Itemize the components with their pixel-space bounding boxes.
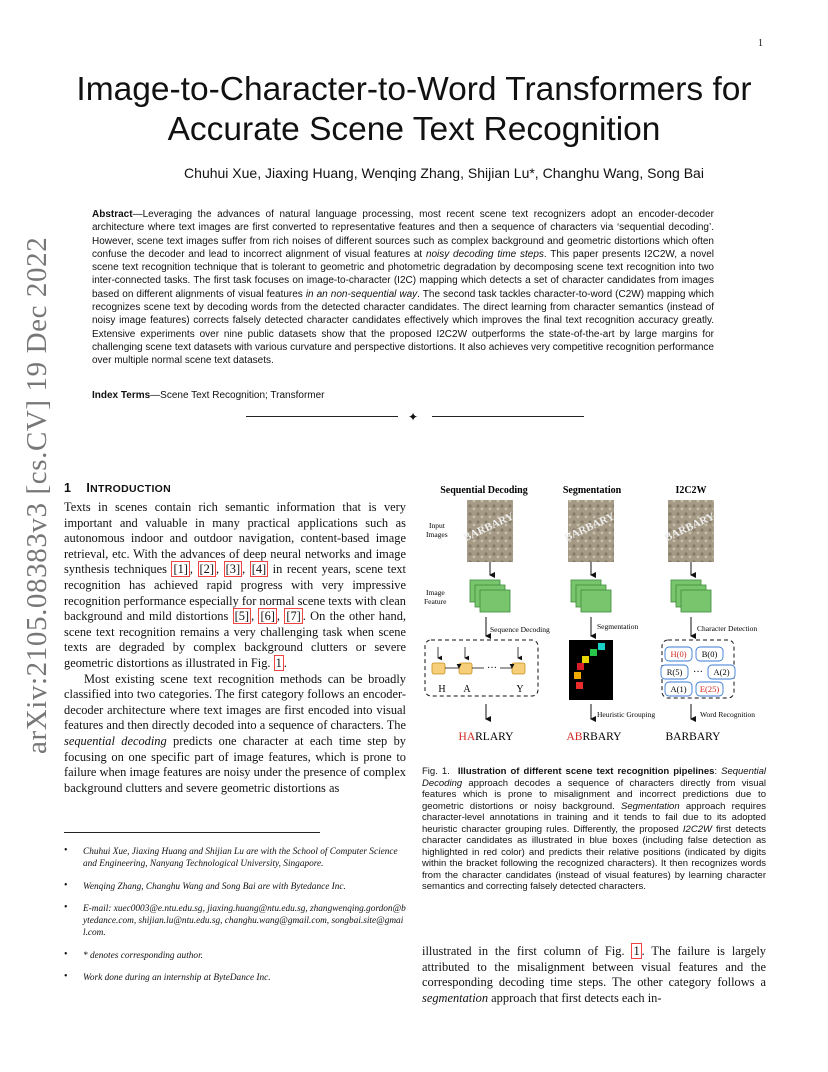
section-title-rest: NTRODUCTION <box>90 483 172 495</box>
decoded-letter: A <box>463 684 471 695</box>
footnote-text: * denotes corresponding author. <box>83 950 203 961</box>
feature-stacks <box>470 580 711 612</box>
citation-link[interactable]: [6] <box>260 609 275 624</box>
text-run: Most existing scene text recognition methods can be broadly classified into two categories. The first category follows an encoder-decoder architecture where text images are first encoded into visual features and then directly decoded into a sequence of characters. The <box>64 671 406 733</box>
figure-1-pipeline-diagram <box>420 480 766 752</box>
wrong-chars: HA <box>458 731 476 743</box>
caption-title: Illustration of different scene text recognition pipelines <box>457 766 715 777</box>
figure-col-title: Sequential Decoding <box>440 485 528 496</box>
feature-label-line-2: Feature <box>424 597 447 606</box>
right-column-text <box>422 944 766 1006</box>
footnotes <box>64 846 406 994</box>
caption-emphasis: Sequential Decoding <box>422 766 767 789</box>
citation-link[interactable]: [4] <box>251 562 267 577</box>
step-label: Sequence Decoding <box>490 625 550 634</box>
feature-label-line-1: Image <box>426 588 445 597</box>
abstract-emphasis: noisy decoding time steps <box>425 248 544 260</box>
caption-label: Fig. 1. <box>422 766 450 777</box>
image-feature-label <box>424 588 447 606</box>
section-title-initial: I <box>86 481 91 495</box>
candidate-label: E(25) <box>699 684 720 694</box>
candidate-label: H(0) <box>670 649 687 659</box>
index-terms-label: Index Terms <box>92 390 151 401</box>
caption-text: first detects character candidates as illustrated in blue boxes (including false detection as highlighted in red color) and predicts their relative positions (indicated by digits within the bracket following the recognized characters). It then recognizes words from the character candidates (instead of visual features) by learning character semantics and correcting falsely detected characters. <box>422 823 766 892</box>
index-terms-text: —Scene Text Recognition; Transformer <box>150 390 325 401</box>
figure-ref-link[interactable]: 1 <box>633 944 640 958</box>
caption-emphasis: Segmentation <box>621 800 680 812</box>
step-label: Character Detection <box>697 624 758 633</box>
input-images-label <box>426 521 448 539</box>
text-run: illustrated in the first column of Fig. <box>422 944 632 958</box>
text-run: . On the other hand, scene text recognition remains a very challenging task when scene texts are degraded by complex background clutters or severe geometric distortions as illustrated in Fig. <box>64 609 406 670</box>
introduction-text <box>64 500 406 796</box>
input-image-word: BARBARY <box>461 510 516 545</box>
decoder-nodes <box>432 663 525 674</box>
step-label: Segmentation <box>597 622 639 631</box>
paragraph <box>64 672 406 797</box>
figure-caption <box>422 766 766 893</box>
text-run: . The failure is largely attributed to the misalignment between visual features and the corresponding decoding time steps. The other category follows a <box>422 944 766 990</box>
bullet-icon: • <box>64 948 68 960</box>
prediction-output <box>459 731 515 743</box>
segmentation-map <box>569 640 613 700</box>
input-label-line-1: Input <box>429 521 445 530</box>
candidate-label: B(0) <box>701 649 718 659</box>
bullet-icon: • <box>64 845 68 856</box>
caption-text: approach decodes a sequence of characters directly from visual features which is prone to misalignment and incorrect predictions due to geometric distortions or noisy background. <box>422 777 766 812</box>
footnote-text: E-mail: xuec0003@e.ntu.edu.sg, jiaxing.huang@ntu.edu.sg, zhangwenqing.gordon@bytedance.com, shijian.lu@ntu.edu.sg, changhu.wang@gmail.com, songbai.site@gmail.com. <box>83 903 406 939</box>
abstract <box>92 208 714 368</box>
paragraph <box>422 944 766 1006</box>
step-label: Word Recognition <box>700 710 756 719</box>
bullet-icon: • <box>64 901 68 913</box>
abstract-emphasis: in an non-sequential way <box>305 288 418 300</box>
candidate-label: R(5) <box>666 667 683 677</box>
index-terms <box>92 390 325 401</box>
text-run: Texts in scenes contain rich semantic information that is very important and valuable in many practical applications such as autonomous indoor and outdoor navigation, content-based image retrieval, etc. With the advances of deep neural networks and image synthesis techniques <box>64 500 406 577</box>
output-chars: RLARY <box>475 731 514 743</box>
text-emphasis: segmentation <box>422 990 489 1005</box>
decoded-letter: H <box>438 684 446 695</box>
footnote <box>64 972 406 984</box>
input-image-thumbnails <box>462 500 717 562</box>
footnote <box>64 881 406 893</box>
section-divider <box>246 407 584 427</box>
abstract-text: . The second task tackles character-to-word (C2W) mapping which recognizes scene text by decoding words from the detected character candidates. The direct learning from character semantics (instead of noisy image features) corrects falsely detected character candidates effectively which improves the final text recognition accuracy greatly. Extensive experiments over nine public datasets show that the proposed I2C2W outperforms the state-of-the-art by large margins for challenging scene text datasets with various curvature and perspective distortions. It also achieves very competitive recognition performance over multiple normal scene text datasets. <box>92 288 714 367</box>
input-label-line-2: Images <box>426 530 448 539</box>
paper-title: Image-to-Character-to-Word Transformers for Accurate Scene Text Recognition <box>76 71 752 148</box>
author-list: Chuhui Xue, Jiaxing Huang, Wenqing Zhang, Shijian Lu*, Changhu Wang, Song Bai <box>184 165 704 181</box>
input-image-word: BARBARY <box>562 510 617 545</box>
wrong-chars: AB <box>566 731 583 743</box>
abstract-text: . This paper presents I2C2W, a novel scene text recognition technique that is tolerant to geometric and photometric degradation by decomposing scene text recognition into two inter-connected tasks. The first task focuses on image-to-character (I2C) mapping which detects a set of character candidates from images based on different alignments of visual features <box>92 248 714 300</box>
citation-link[interactable]: [2] <box>199 562 214 577</box>
footnote-rule <box>64 832 320 833</box>
candidate-label: A(2) <box>713 667 730 677</box>
text-run: predicts one character at each time step by focusing on one specific part of image features, which is prone to failure when image features are noisy under the presence of complex background clutters and severe geometric distortions as <box>64 733 406 795</box>
abstract-label: Abstract <box>92 209 133 220</box>
abstract-text: —Leveraging the advances of natural language processing, most recent scene text recognizers adopt an encoder-decoder architecture where text images are first converted to representative features and then a sequence of characters via ‘sequential decoding’. However, scene text images suffer from rich noises of different sources such as complex background and geometric distortions which often confuse the decoder and lead to incorrect alignment of visual features at <box>92 209 714 260</box>
figure-ref-link[interactable]: 1 <box>275 655 282 670</box>
step-label: Heuristic Grouping <box>597 710 656 719</box>
text-run: in recent years, scene text recognition has achieved rapid progress with very impressive recognition performance especially for normal scene texts with clean background and mild distortions <box>64 562 406 624</box>
citation-link[interactable]: [7] <box>286 609 301 624</box>
footnote <box>64 950 406 962</box>
figure-col-title: Segmentation <box>562 485 622 496</box>
arxiv-stamp: arXiv:2105.08383v3 [cs.CV] 19 Dec 2022 <box>21 236 53 754</box>
citation-link[interactable]: [3] <box>225 562 241 577</box>
footnote-text: Chuhui Xue, Jiaxing Huang and Shijian Lu are with the School of Computer Science and Engineering, Nanyang Technological University, Singapore. <box>83 847 398 870</box>
decoded-letter: Y <box>516 684 524 695</box>
footnote-text: Work done during an internship at ByteDance Inc. <box>83 973 271 984</box>
prediction-output <box>567 731 623 743</box>
caption-text: approach requires character-level annotations in training and it tends to fail due to its adopted heuristic character grouping rules. Differently, the proposed <box>422 800 766 835</box>
divider-line <box>246 416 398 417</box>
candidate-label: A(1) <box>670 684 687 694</box>
section-heading <box>64 481 171 495</box>
footnote <box>64 846 406 871</box>
divider-line <box>432 416 584 417</box>
caption-separator: : <box>714 766 722 777</box>
paragraph: Texts in scenes contain rich semantic information that is very important and valuable in many practical applications such as autonomous indoor and outdoor navigation, content-based image retrieval, etc. With the advances of deep neural networks and image synthesis techniques [1] , [2] , [3] , [4] in recent years, scene text recognition has achieved rapid progress with very impressive recognition performance especially for normal scene texts with clean background and mild distortions [5] , [6] , [7] . On the other hand, scene text recognition remains a very challenging task when scene texts are degraded by complex background clutters or severe geometric distortions as illustrated in Fig. 1 . <box>64 500 406 670</box>
output-chars: RBARY <box>582 731 622 743</box>
ellipsis: ··· <box>693 667 703 678</box>
citation-link[interactable]: [5] <box>234 609 250 624</box>
text-run: approach that first detects each in- <box>488 990 662 1005</box>
ellipsis: ··· <box>487 663 497 674</box>
footnote <box>64 903 406 940</box>
figure-col-title: I2C2W <box>675 485 707 496</box>
bullet-icon: • <box>64 971 68 983</box>
caption-emphasis: I2C2W <box>682 823 712 835</box>
citation-link[interactable]: [1] <box>173 562 188 577</box>
bullet-icon: • <box>64 879 68 891</box>
section-number: 1 <box>64 481 72 495</box>
text-emphasis: sequential decoding <box>64 733 167 748</box>
input-image-word: BARBARY <box>662 510 717 545</box>
page-number: 1 <box>758 38 763 49</box>
divider-diamond-icon: ✦ <box>408 410 419 424</box>
prediction-output: BARBARY <box>665 731 721 743</box>
footnote-text: Wenqing Zhang, Changhu Wang and Song Bai are with Bytedance Inc. <box>83 881 346 892</box>
